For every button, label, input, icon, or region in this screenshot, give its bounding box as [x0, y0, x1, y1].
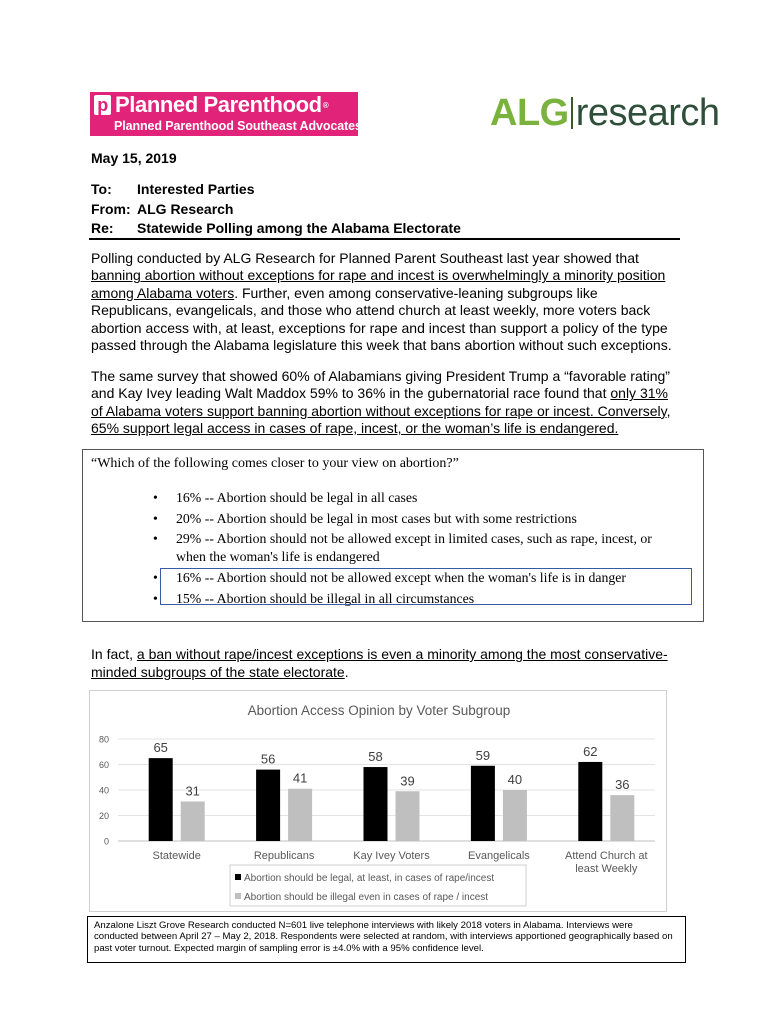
survey-option: • 29% -- Abortion should not be allowed except in limited cases, such as rape, incest, or [176, 531, 652, 547]
memo-from [91, 201, 233, 217]
header-divider [89, 238, 680, 240]
paragraph-2: The same survey that showed 60% of Alabamians giving President Trump a “favorable rating” and Kay Ivey leading Walt Maddox 59% to 36% in the gubernatorial race found that only 31% of Alabama voters support banning abortion without exceptions for rape or incest. Conversely, 65% support legal access in cases of rape, incest, or the woman’s life is endangered. [91, 368, 671, 437]
memo-re [91, 220, 461, 236]
bar-legal [256, 770, 280, 841]
y-tick-label: 40 [98, 785, 109, 796]
methodology-footnote: Anzalone Liszt Grove Research conducted N=601 live telephone interviews with likely 2018 voters in Alabama. Interviews were conducted between April 27 – May 2, 2018. Respondents were selected at random, with interviews apportioned geographically based on past voter turnout. Expected margin of sampling error is ±4.0% with a 95% confidence level. [87, 916, 686, 963]
data-label: 40 [507, 772, 523, 787]
y-tick-label: 80 [98, 734, 109, 745]
chart-title: Abortion Access Opinion by Voter Subgroup [247, 703, 511, 718]
highlight-box [160, 568, 692, 605]
survey-option: • 15% -- Abortion should be illegal in all circumstances [176, 591, 474, 607]
alg-research-logo [490, 92, 720, 142]
bar-legal [578, 762, 602, 841]
bar-illegal [181, 801, 205, 841]
category-label: Statewide [152, 850, 201, 862]
data-label: 41 [292, 770, 308, 786]
category-label: Kay Ivey Voters [353, 850, 430, 862]
bar-legal [149, 758, 173, 841]
memo-date: May 15, 2019 [91, 150, 177, 166]
data-label: 56 [260, 751, 276, 767]
y-tick-label: 0 [103, 836, 109, 847]
memo-to-label: To: [91, 181, 112, 197]
p1-emphasis: banning abortion without exceptions for rape and incest is overwhelmingly a minority position among Alabama voters [91, 267, 666, 301]
memo-re-label: Re: [91, 220, 114, 236]
category-label: Evangelicals [468, 850, 530, 862]
data-label: 58 [368, 749, 383, 765]
survey-option: • 20% -- Abortion should be legal in most cases but with some restrictions [176, 511, 577, 527]
data-label: 59 [475, 747, 491, 763]
pp-logo-subtitle: Planned Parenthood Southeast Advocates [114, 119, 362, 133]
data-label: 31 [185, 783, 200, 799]
memo-re-value: Statewide Polling among the Alabama Electorate [137, 220, 461, 236]
paragraph-1: Polling conducted by ALG Research for Planned Parent Southeast last year showed that banning abortion without exceptions for rape and incest is overwhelmingly a minority position among Alabama voters. Further, even among conservative-leaning subgroups like Republicans, evangelicals, and those who attend church at least weekly, more voters back abortion access with, at least, exceptions for rape and incest than support a policy of the type passed through the Alabama legislature this week that bans abortion without such exceptions. [91, 250, 672, 354]
category-label: Republicans [253, 850, 315, 862]
data-label: 39 [400, 773, 415, 789]
chart-svg [90, 691, 666, 911]
legend-swatch [235, 874, 241, 880]
data-label: 36 [615, 777, 630, 793]
survey-option: • 16% -- Abortion should not be allowed except when the woman's life is in danger [176, 570, 626, 586]
memo-to [91, 181, 255, 197]
data-label: 62 [583, 743, 598, 759]
p2-emphasis: only 31% of Alabama voters support banning abortion without exceptions for rape or incest. Conversely, 65% support legal access in cases of rape, incest, or the woman’s life is endangered. [91, 385, 671, 437]
bar-illegal [288, 789, 312, 841]
legend-label: Abortion should be illegal even in cases of rape / incest [244, 892, 489, 903]
bar-illegal [610, 795, 634, 841]
survey-question: “Which of the following comes closer to your view on abortion?” [91, 456, 459, 471]
alg-logo-bold: ALG [490, 92, 569, 134]
category-label: least Weekly [575, 863, 638, 875]
survey-question-box [82, 449, 704, 622]
survey-option: • 16% -- Abortion should be legal in all cases [176, 490, 417, 506]
planned-parenthood-logo: p Planned Parenthood ® Planned Parenthood Southeast Advocates [90, 92, 358, 136]
bar-illegal [396, 791, 420, 841]
category-label: Attend Church at [565, 850, 648, 862]
pp-mark-icon: p [94, 95, 111, 115]
memo-from-value: ALG Research [137, 201, 234, 217]
paragraph-3: In fact, a ban without rape/incest exceptions is even a minority among the most conservative-minded subgroups of the state electorate. [91, 646, 668, 680]
abortion-opinion-chart [89, 690, 667, 912]
survey-option-continued: when the woman's life is endangered [176, 549, 380, 564]
pp-logo-name: Planned Parenthood [115, 92, 322, 117]
bar-illegal [503, 790, 527, 841]
legend-label: Abortion should be legal, at least, in cases of rape/incest [244, 873, 495, 884]
legend-swatch [235, 893, 241, 899]
p3-emphasis: a ban without rape/incest exceptions is even a minority among the most conservative-minded subgroups of the state electorate [91, 646, 668, 680]
memo-from-label: From: [91, 201, 131, 217]
y-tick-label: 60 [98, 760, 109, 770]
alg-logo-thin: research [575, 92, 720, 134]
data-label: 65 [153, 740, 168, 756]
bar-legal [471, 766, 495, 841]
memo-to-value: Interested Parties [137, 181, 255, 197]
y-tick-label: 20 [98, 811, 109, 821]
bar-legal [364, 767, 388, 841]
